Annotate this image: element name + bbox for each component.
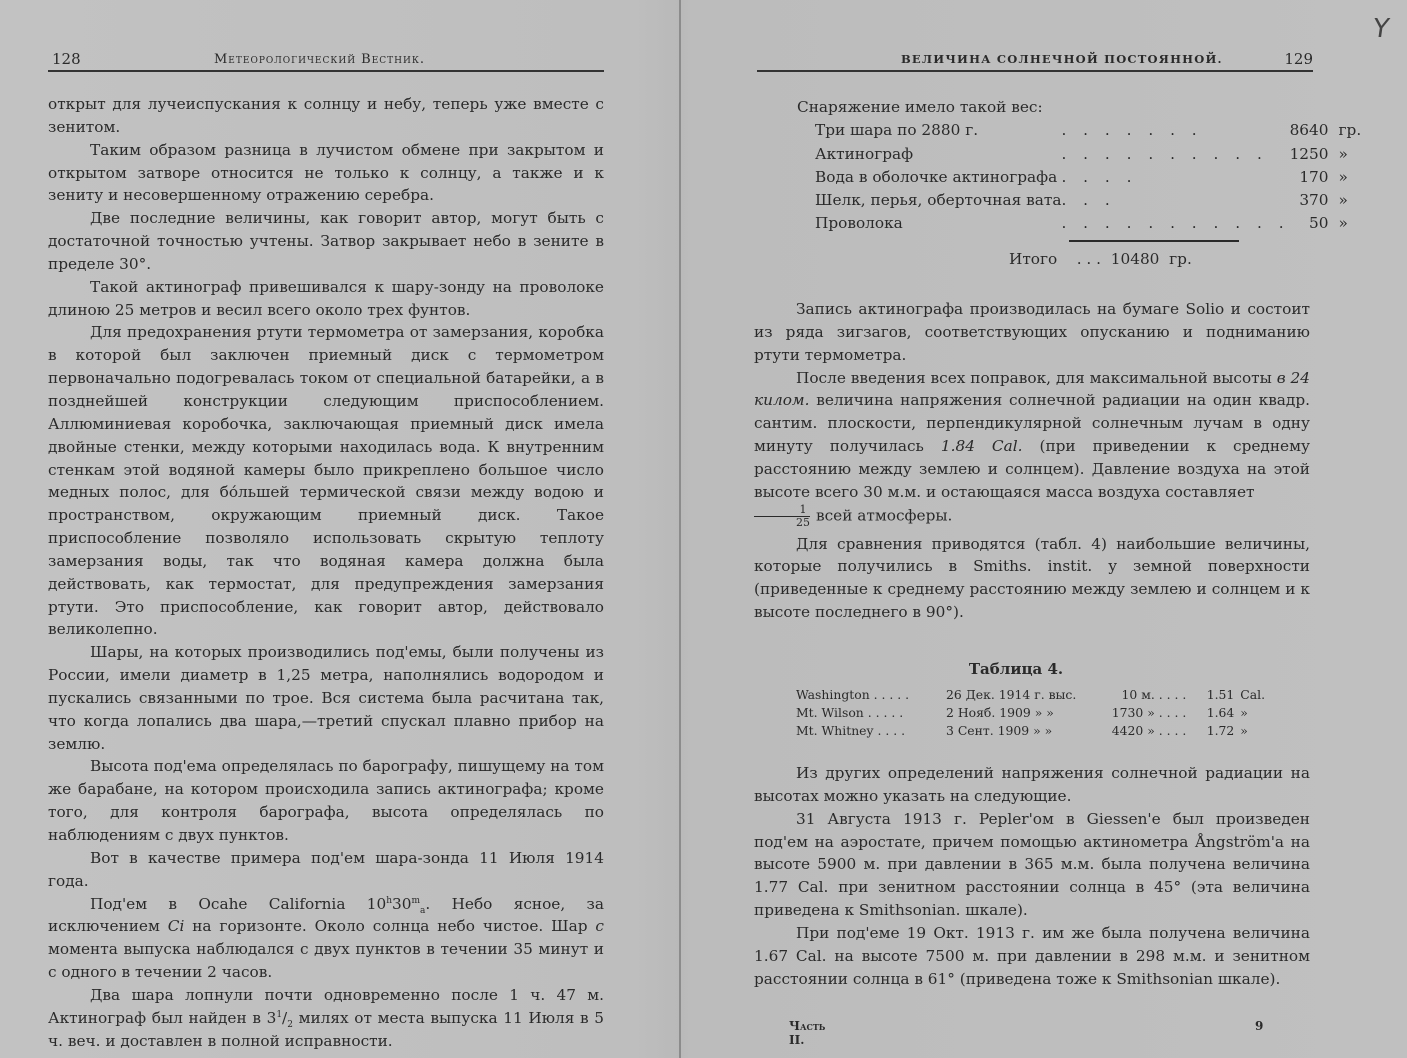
paragraph: При под'еме 19 Окт. 1913 г. им же была получена величина 1.67 Cal. на высоте 7500 м. при давлении в 298 м.м. и зенитном расстоянии солнца в 61° (приведена тоже к Smithsonian шкале). [754,923,1310,988]
item-name: Шелк, перья, оберточная вата [815,191,1062,210]
value-cell: 1.72 [1206,723,1235,738]
equipment-row [815,143,1361,166]
value-cell: 1.51 [1206,687,1235,702]
item-unit: » [1338,144,1348,163]
table-4 [796,660,1266,740]
item-name: Актинограф [815,144,914,163]
right-running-head [757,48,1313,72]
left-page-number: 128 [52,50,81,68]
right-body-text-1 [754,298,1310,624]
right-running-title: ВЕЛИЧИНА СОЛНЕЧНОЙ ПОСТОЯННОЙ. [901,52,1223,66]
paragraph: Высота под'ема определялась по барографу, пишущему на том же барабане, на котором происходила запись актинографа; кроме того, для контроля барографа, высота определялась по наблюдениям с двух пунктов. [48,757,604,844]
table-row [796,704,1265,722]
item-weight: 50 [1309,214,1329,233]
equipment-intro: Снаряжение имело такой вес: [797,98,1043,116]
right-body-text-2 [754,762,1310,990]
item-weight: 1250 [1289,144,1329,163]
item-name: Проволока [815,214,903,233]
total-dots: . . . [1076,249,1102,268]
ascent-paragraph: Под'ем в Ocahe California $10^h30^m_a$. Небо ясное, за исключением Ci на горизонте. Около солнца небо чистое. Шар c момента выпуска наблюдался с двух пунктов в течении 35 минут и с одного в течении 2 часов. [48,894,604,982]
equipment-table [815,119,1361,235]
equipment-row [815,119,1361,142]
unit-cell: » [1240,705,1248,720]
item-weight: 370 [1299,191,1329,210]
equipment-weights [797,96,1362,271]
paragraph: Вот в качестве примера под'ем шара-зонда 11 Июля 1914 года. [48,848,604,890]
unit-cell: Cal. [1240,687,1266,702]
paragraph: Из других определений напряжения солнечной радиации на высотах можно указать на следующие. [754,764,1310,805]
paragraph: открыт для лучеиспускания к солнцу и небу, теперь уже вместе с зенитом. [48,95,604,136]
left-running-head [48,48,604,72]
total-unit: гр. [1169,249,1192,268]
item-weight: 170 [1299,167,1329,186]
total-label: Итого [1009,249,1058,268]
leader-dots: . . . . [1061,167,1138,186]
paragraph-max-height: После введения всех поправок, для максимальной высоты в 24 килом. величина напряжения солнечной радиации на один квадр. сантим. плоскости, перпендикулярной солнечным лучам в одну минуту получилась 1.84 Cal. (при приведении к среднему расстоянию между землею и солнцем). Давление воздуха на этой высоте всего 30 м.м. и остающаяся масса воздуха составляет $\frac{1}{25}$ всей атмосферы. [754,368,1311,529]
station-cell: Mt. Wilson . . . . . [796,705,904,720]
equipment-total-row [1009,248,1257,271]
fraction: $\frac{1}{25}$ [754,504,810,529]
right-page-number: 129 [1284,50,1313,68]
sheet-number: 9 [1255,1019,1264,1033]
paragraph: Такой актинограф привешивался к шару-зонду на проволоке длиною 25 метров и весил всего около трех фунтов. [48,277,604,319]
left-running-title: Метеорологический Вестник. [214,52,425,67]
altitude-cell: 4420 » . . . . [1111,723,1187,738]
equipment-row [815,212,1361,235]
signature-mark: Часть II. [789,1019,826,1047]
handwritten-mark: Y [1371,14,1392,44]
paragraph: Для предохранения ртути термометра от замерзания, коробка в которой был заключен приемный диск с термометром первоначально подогревалась током от специальной батарейки, а в позднейшей конструкции следующим приспособлением. Аллюминиевая коробочка, заключающая приемный диск имела двойные стенки, между которыми находилась вода. К внутренним стенкам этой водяной камеры было прикреплено большое число медных полос, для бо́льшей термической связи между водою и пространством, окружающим приемный диск. Такое приспособление позволяло использовать скрытую теплоту замерзания воды, так что водяная камера должна была действовать, как термостат, для предупреждения замерзания ртути. Это приспособление, как говорит автор, действовало великолепно. [48,323,604,639]
left-page [0,0,679,1058]
item-weight: 8640 [1289,121,1329,140]
paragraph: Запись актинографа производилась на бумаге Solio и состоит из ряда зигзагов, соответствующих опусканию и подниманию ртути термометра. [754,300,1310,364]
item-name: Вода в оболочке актинографа [815,167,1058,186]
equipment-row [815,166,1361,189]
value-cell: 1.64 [1206,705,1235,720]
paragraph: Таким образом разница в лучистом обмене при закрытом и открытом затворе относится не только к солнцу, а также и к зениту и несовершенному отражению серебра. [48,140,604,205]
left-body-text [48,93,604,1052]
leader-dots: . . . [1061,191,1116,210]
date-cell: 26 Дек. 1914 г. выс. [946,687,1077,702]
item-name: Три шара по 2880 г. [815,121,979,140]
leader-dots: . . . . . . . . . . [1061,144,1268,163]
station-cell: Mt. Whitney . . . . [796,723,906,738]
equipment-row [815,189,1361,212]
item-unit: » [1338,191,1348,210]
table-row [796,686,1265,704]
item-unit: гр. [1338,121,1362,140]
table-4-grid [796,686,1265,740]
total-value: 10480 [1110,249,1160,268]
paragraph: Две последние величины, как говорит автор, могут быть с достаточной точностью учтены. Затвор закрывает небо в зените в пределе 30°. [48,209,604,273]
unit-cell: » [1240,723,1248,738]
leader-dots: . . . . . . . . . . . [1061,214,1290,233]
table-caption: Таблица 4. [968,660,1064,678]
station-cell: Washington . . . . . [796,687,910,702]
paragraph: Шары, на которых производились под'емы, были получены из России, имели диаметр в 1,25 метра, наполнялись водородом и пускались связанными по трое. Вся система была расчитана так, что когда лопались два шара,—третий спускал плавно прибор на землю. [48,643,604,753]
altitude-cell: 1730 » . . . . [1111,705,1187,720]
right-page [681,0,1407,1058]
table-row [796,722,1265,740]
item-unit: » [1338,167,1348,186]
paragraph: 31 Августа 1913 г. Pepler'ом в Giessen'е был произведен под'ем на аэростате, причем помощью актинометра Ångström'а на высоте 5900 м. при давлении в 365 м.м. была получена величина 1.77 Cal. при зенитном расстоянии солнца в 45° (эта величина приведена к Smithsonian. шкале). [754,809,1310,920]
date-cell: 3 Сент. 1909 » » [946,723,1053,738]
paragraph: Для сравнения приводятся (табл. 4) наибольшие величины, которые получились в Smiths. instit. у земной поверхности (приведенные к среднему расстоянию между землею и солнцем и к высоте последнего в 90°). [754,534,1310,622]
final-paragraph: Два шара лопнули почти одновременно после 1 ч. 47 м. Актинограф был найден в $3^1/_2$ милях от места выпуска 11 Июля в 5 ч. веч. и доставлен в полной исправности. [48,985,605,1050]
sum-rule [1069,240,1239,242]
altitude-cell: 10 м. . . . . [1121,687,1187,702]
leader-dots: . . . . . . . [1061,121,1203,140]
date-cell: 2 Нояб. 1909 » » [946,705,1054,720]
item-unit: » [1338,214,1348,233]
